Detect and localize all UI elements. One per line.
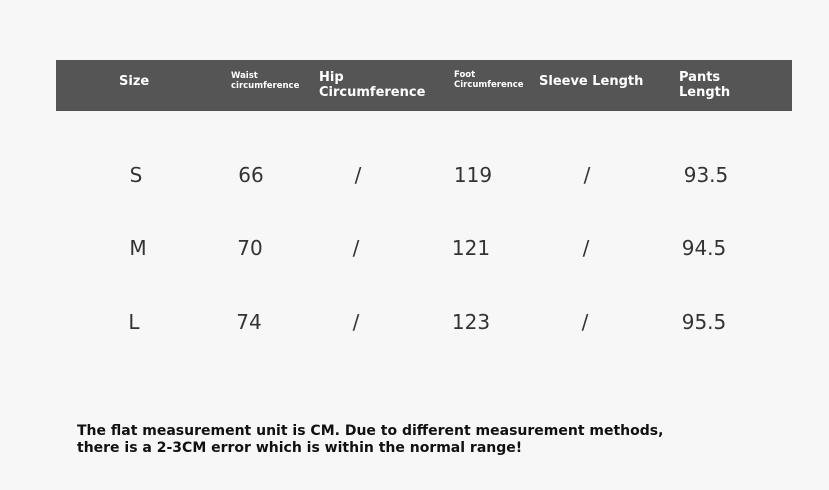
row-s-size: S xyxy=(129,163,143,187)
header-foot xyxy=(454,71,524,91)
row-m-size: M xyxy=(129,236,147,260)
header-waist-line2: circumference xyxy=(231,80,300,91)
header-foot-line2: Circumference xyxy=(454,79,524,90)
header-foot-line1: Foot xyxy=(454,70,476,80)
header-pants-line1: Pants xyxy=(679,70,721,85)
size-table-header xyxy=(56,60,792,111)
header-hip-line2: Circumference xyxy=(319,84,426,100)
row-l-size: L xyxy=(128,310,140,334)
header-pants xyxy=(679,71,730,101)
header-size: Size xyxy=(119,74,150,89)
row-s-foot: 119 xyxy=(453,163,493,187)
row-l-sleeve: / xyxy=(581,310,589,334)
header-waist xyxy=(231,72,299,92)
row-m-foot: 121 xyxy=(451,236,491,260)
row-l-hip: / xyxy=(352,310,360,334)
row-m-waist: 70 xyxy=(237,236,263,260)
row-m-sleeve: / xyxy=(582,236,590,260)
header-pants-line2: Length xyxy=(679,84,731,100)
header-waist-line1: Waist xyxy=(231,71,258,81)
header-sleeve: Sleeve Length xyxy=(539,74,644,89)
row-s-sleeve: / xyxy=(583,163,591,187)
header-hip-line1: Hip xyxy=(319,70,344,85)
row-s-pants: 93.5 xyxy=(683,163,729,187)
row-s-waist: 66 xyxy=(238,163,264,187)
row-m-hip: / xyxy=(352,236,360,260)
row-l-foot: 123 xyxy=(451,310,491,334)
row-l-waist: 74 xyxy=(236,310,262,334)
row-s-hip: / xyxy=(354,163,362,187)
row-l-pants: 95.5 xyxy=(681,310,727,334)
measurement-note: The flat measurement unit is CM. Due to different measurement methods, there is a 2-3CM error which is within the normal range! xyxy=(77,423,664,456)
header-hip xyxy=(319,71,425,101)
row-m-pants: 94.5 xyxy=(681,236,727,260)
